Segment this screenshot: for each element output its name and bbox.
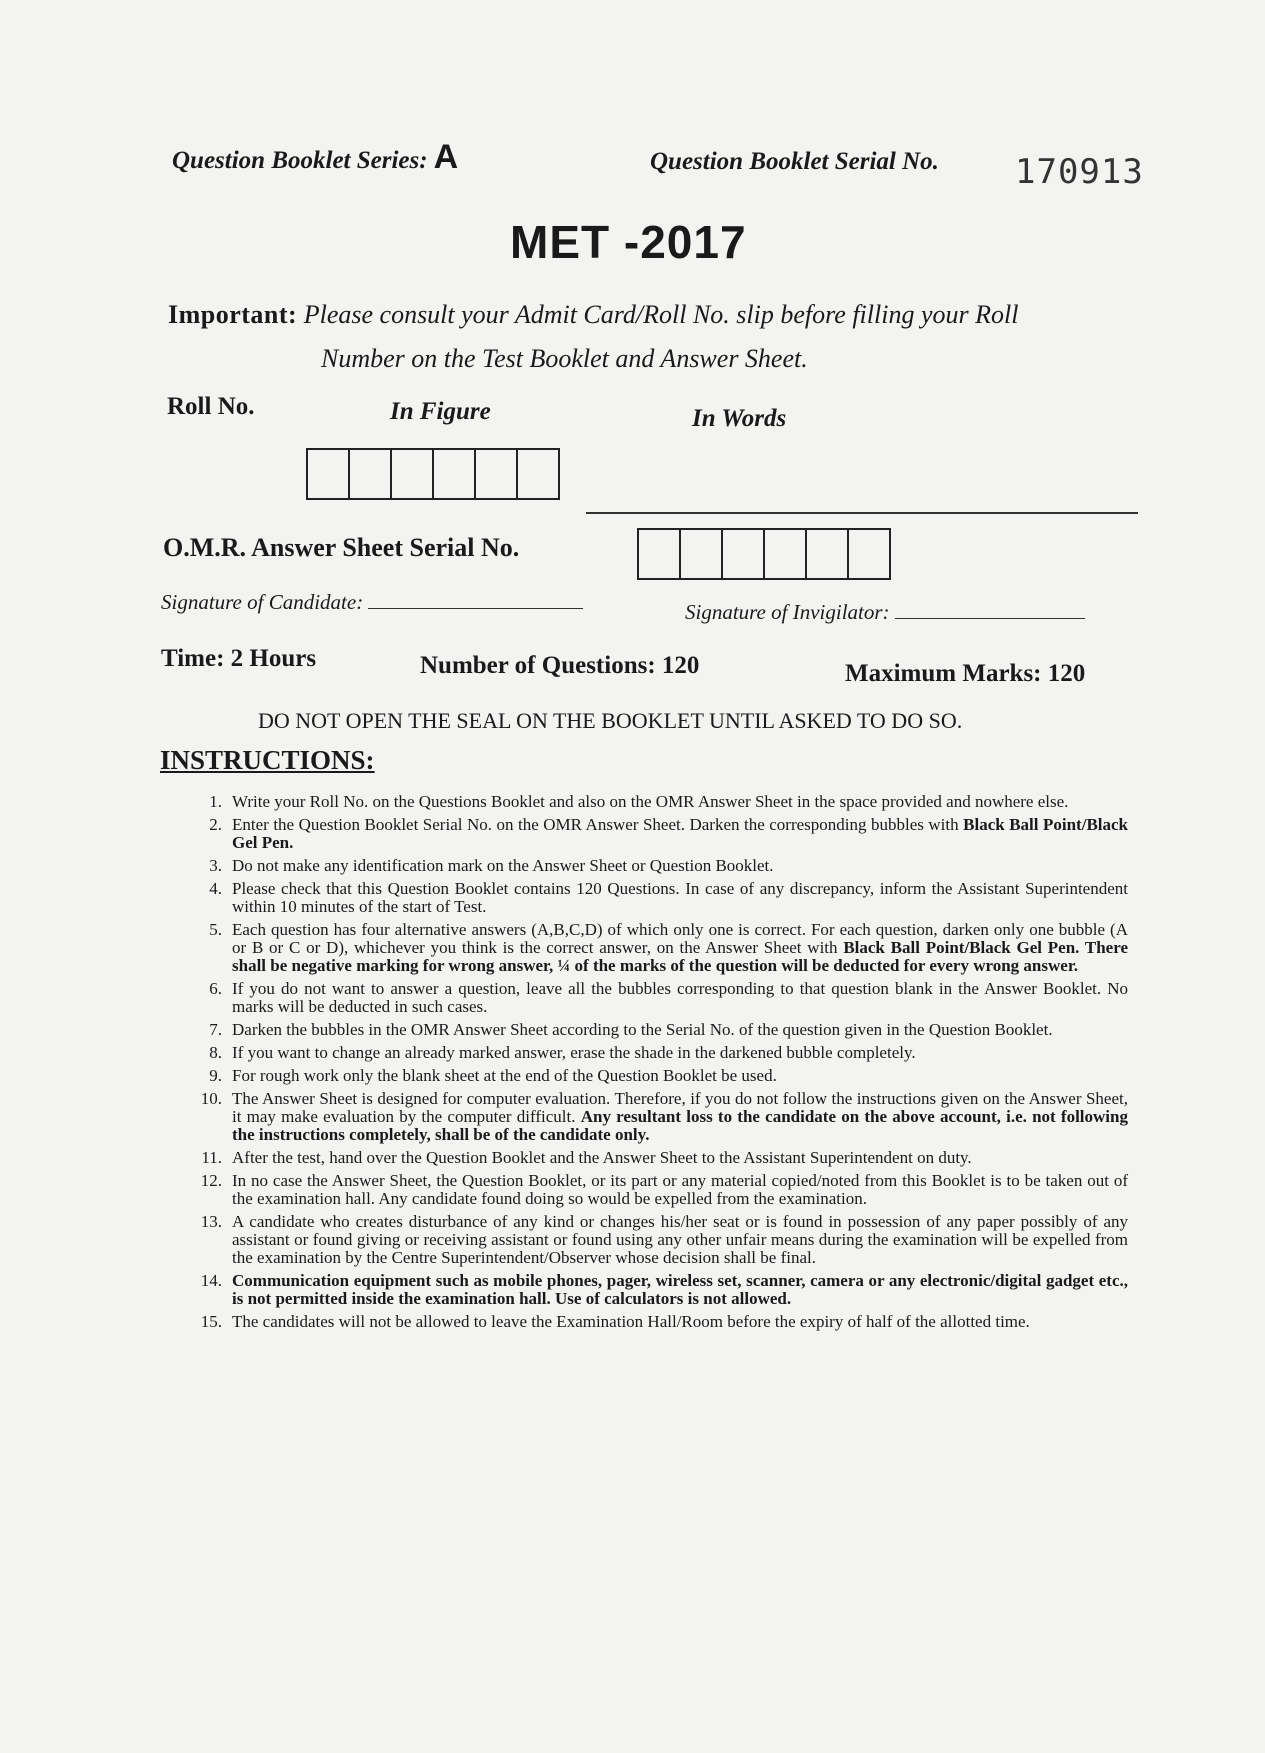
booklet-series <box>172 138 458 177</box>
omr-digit-box[interactable] <box>847 528 891 580</box>
instruction-item <box>188 1172 1128 1208</box>
instruction-number: 15. <box>200 1312 222 1331</box>
instruction-text: Enter the Question Booklet Serial No. on the OMR Answer Sheet. Darken the corresponding bubbles with Black Ball Point/Black Gel Pen. <box>232 815 1129 852</box>
instruction-number: 12. <box>200 1171 222 1190</box>
roll-digit-box[interactable] <box>474 448 518 500</box>
roll-no-boxes <box>306 448 558 500</box>
series-value: A <box>433 138 459 176</box>
instruction-text: Each question has four alternative answers (A,B,C,D) of which only one is correct. For each question, darken only one bubble (A or B or C or D), whichever you think is the correct answer, on the Answer Sheet with Black Ball Point/Black Gel Pen. There shall be negative marking for wrong answer, ¼ of the marks of the question will be deducted for every wrong answer. <box>232 920 1129 975</box>
instruction-text: Please check that this Question Booklet contains 120 Questions. In case of any discrepancy, inform the Assistant Superintendent within 10 minutes of the start of Test. <box>232 879 1128 916</box>
instruction-number: 6. <box>209 979 222 998</box>
instruction-number: 10. <box>200 1089 222 1108</box>
invigilator-signature-line[interactable] <box>895 600 1085 619</box>
booklet-serial-number: 170913 <box>1015 152 1144 192</box>
instruction-text: The candidates will not be allowed to leave the Examination Hall/Room before the expiry of half of the allotted time. <box>232 1312 1030 1331</box>
instruction-text: In no case the Answer Sheet, the Question Booklet, or its part or any material copied/noted from this Booklet is to be taken out of the examination hall. Any candidate found doing so would be expelled from the examination. <box>232 1171 1128 1208</box>
instruction-text: Darken the bubbles in the OMR Answer Sheet according to the Serial No. of the question given in the Question Booklet. <box>232 1020 1053 1039</box>
important-label: Important: <box>168 300 298 329</box>
instruction-number: 14. <box>200 1271 222 1290</box>
seal-warning: DO NOT OPEN THE SEAL ON THE BOOKLET UNTIL ASKED TO DO SO. <box>258 708 963 733</box>
booklet-serial-label: Question Booklet Serial No. <box>650 148 939 175</box>
important-line-2: Number on the Test Booklet and Answer Sheet. <box>321 344 808 373</box>
instruction-text: Write your Roll No. on the Questions Booklet and also on the OMR Answer Sheet in the space provided and nowhere else. <box>232 792 1069 811</box>
roll-words-line[interactable] <box>586 512 1138 514</box>
instruction-item <box>188 1272 1128 1308</box>
instruction-item <box>188 1313 1128 1331</box>
instruction-item <box>188 1149 1128 1167</box>
invigilator-signature-label: Signature of Invigilator: <box>685 600 890 624</box>
questions-info: Number of Questions: 120 <box>420 652 700 679</box>
instruction-item <box>188 1213 1128 1267</box>
instruction-text: The Answer Sheet is designed for computer evaluation. Therefore, if you do not follow the instructions given on the Answer Sheet, it may make evaluation by the computer difficult. Any resultant loss to the candidate on the above account, i.e. not following the instructions completely, shall be of the candidate only. <box>232 1089 1128 1144</box>
invigilator-signature <box>685 600 1085 625</box>
instruction-text: If you want to change an already marked answer, erase the shade in the darkened bubble completely. <box>232 1043 916 1062</box>
instruction-item <box>188 880 1128 916</box>
instruction-item <box>188 1044 1128 1062</box>
instructions-heading: INSTRUCTIONS: <box>160 745 375 775</box>
roll-digit-box[interactable] <box>348 448 392 500</box>
candidate-signature <box>161 590 583 615</box>
instruction-item <box>188 793 1128 811</box>
candidate-signature-label: Signature of Candidate: <box>161 590 364 614</box>
omr-digit-box[interactable] <box>763 528 807 580</box>
instruction-text: If you do not want to answer a question, leave all the bubbles corresponding to that question blank in the Answer Booklet. No marks will be deducted in such cases. <box>232 979 1128 1016</box>
time-info: Time: 2 Hours <box>161 645 317 672</box>
instruction-text: For rough work only the blank sheet at the end of the Question Booklet be used. <box>232 1066 777 1085</box>
instruction-item <box>188 816 1128 852</box>
in-words-label: In Words <box>692 405 787 432</box>
omr-digit-box[interactable] <box>637 528 681 580</box>
instruction-text: After the test, hand over the Question Booklet and the Answer Sheet to the Assistant Superintendent on duty. <box>232 1148 972 1167</box>
roll-digit-box[interactable] <box>432 448 476 500</box>
roll-digit-box[interactable] <box>516 448 560 500</box>
roll-digit-box[interactable] <box>306 448 350 500</box>
instructions-list <box>188 793 1128 1336</box>
series-label: Question Booklet Series: <box>172 147 428 174</box>
instruction-text: Do not make any identification mark on the Answer Sheet or Question Booklet. <box>232 856 774 875</box>
instruction-item <box>188 1021 1128 1039</box>
instruction-item <box>188 921 1128 975</box>
instruction-number: 8. <box>209 1043 222 1062</box>
instruction-number: 5. <box>209 920 222 939</box>
in-figure-label: In Figure <box>390 398 491 425</box>
roll-no-label: Roll No. <box>167 393 255 420</box>
instruction-text: A candidate who creates disturbance of any kind or changes his/her seat or is found in possession of any paper possibly of any assistant or found giving or receiving assistant or found using any other unfair means during the examination will be expelled from the examination by the Centre Superintendent/Observer whose decision shall be final. <box>232 1212 1128 1267</box>
roll-digit-box[interactable] <box>390 448 434 500</box>
instruction-number: 1. <box>209 792 222 811</box>
instruction-item <box>188 980 1128 1016</box>
instruction-item <box>188 1090 1128 1144</box>
important-note <box>168 300 1168 373</box>
instruction-text: Communication equipment such as mobile phones, pager, wireless set, scanner, camera or any electronic/digital gadget etc., is not permitted inside the examination hall. Use of calculators is not allowed. <box>232 1271 1128 1308</box>
instruction-number: 11. <box>201 1148 222 1167</box>
instruction-item <box>188 1067 1128 1085</box>
omr-serial-label: O.M.R. Answer Sheet Serial No. <box>163 533 520 562</box>
marks-info: Maximum Marks: 120 <box>845 660 1086 687</box>
important-line-1: Please consult your Admit Card/Roll No. slip before filling your Roll <box>303 300 1019 329</box>
candidate-signature-line[interactable] <box>368 590 583 609</box>
instruction-number: 2. <box>209 815 222 834</box>
instruction-number: 7. <box>209 1020 222 1039</box>
instruction-item <box>188 857 1128 875</box>
instruction-number: 3. <box>209 856 222 875</box>
omr-serial-boxes <box>637 528 889 580</box>
instruction-number: 4. <box>209 879 222 898</box>
omr-digit-box[interactable] <box>721 528 765 580</box>
exam-title: MET -2017 <box>510 216 747 268</box>
instruction-number: 9. <box>209 1066 222 1085</box>
omr-digit-box[interactable] <box>679 528 723 580</box>
instruction-number: 13. <box>200 1212 222 1231</box>
omr-digit-box[interactable] <box>805 528 849 580</box>
